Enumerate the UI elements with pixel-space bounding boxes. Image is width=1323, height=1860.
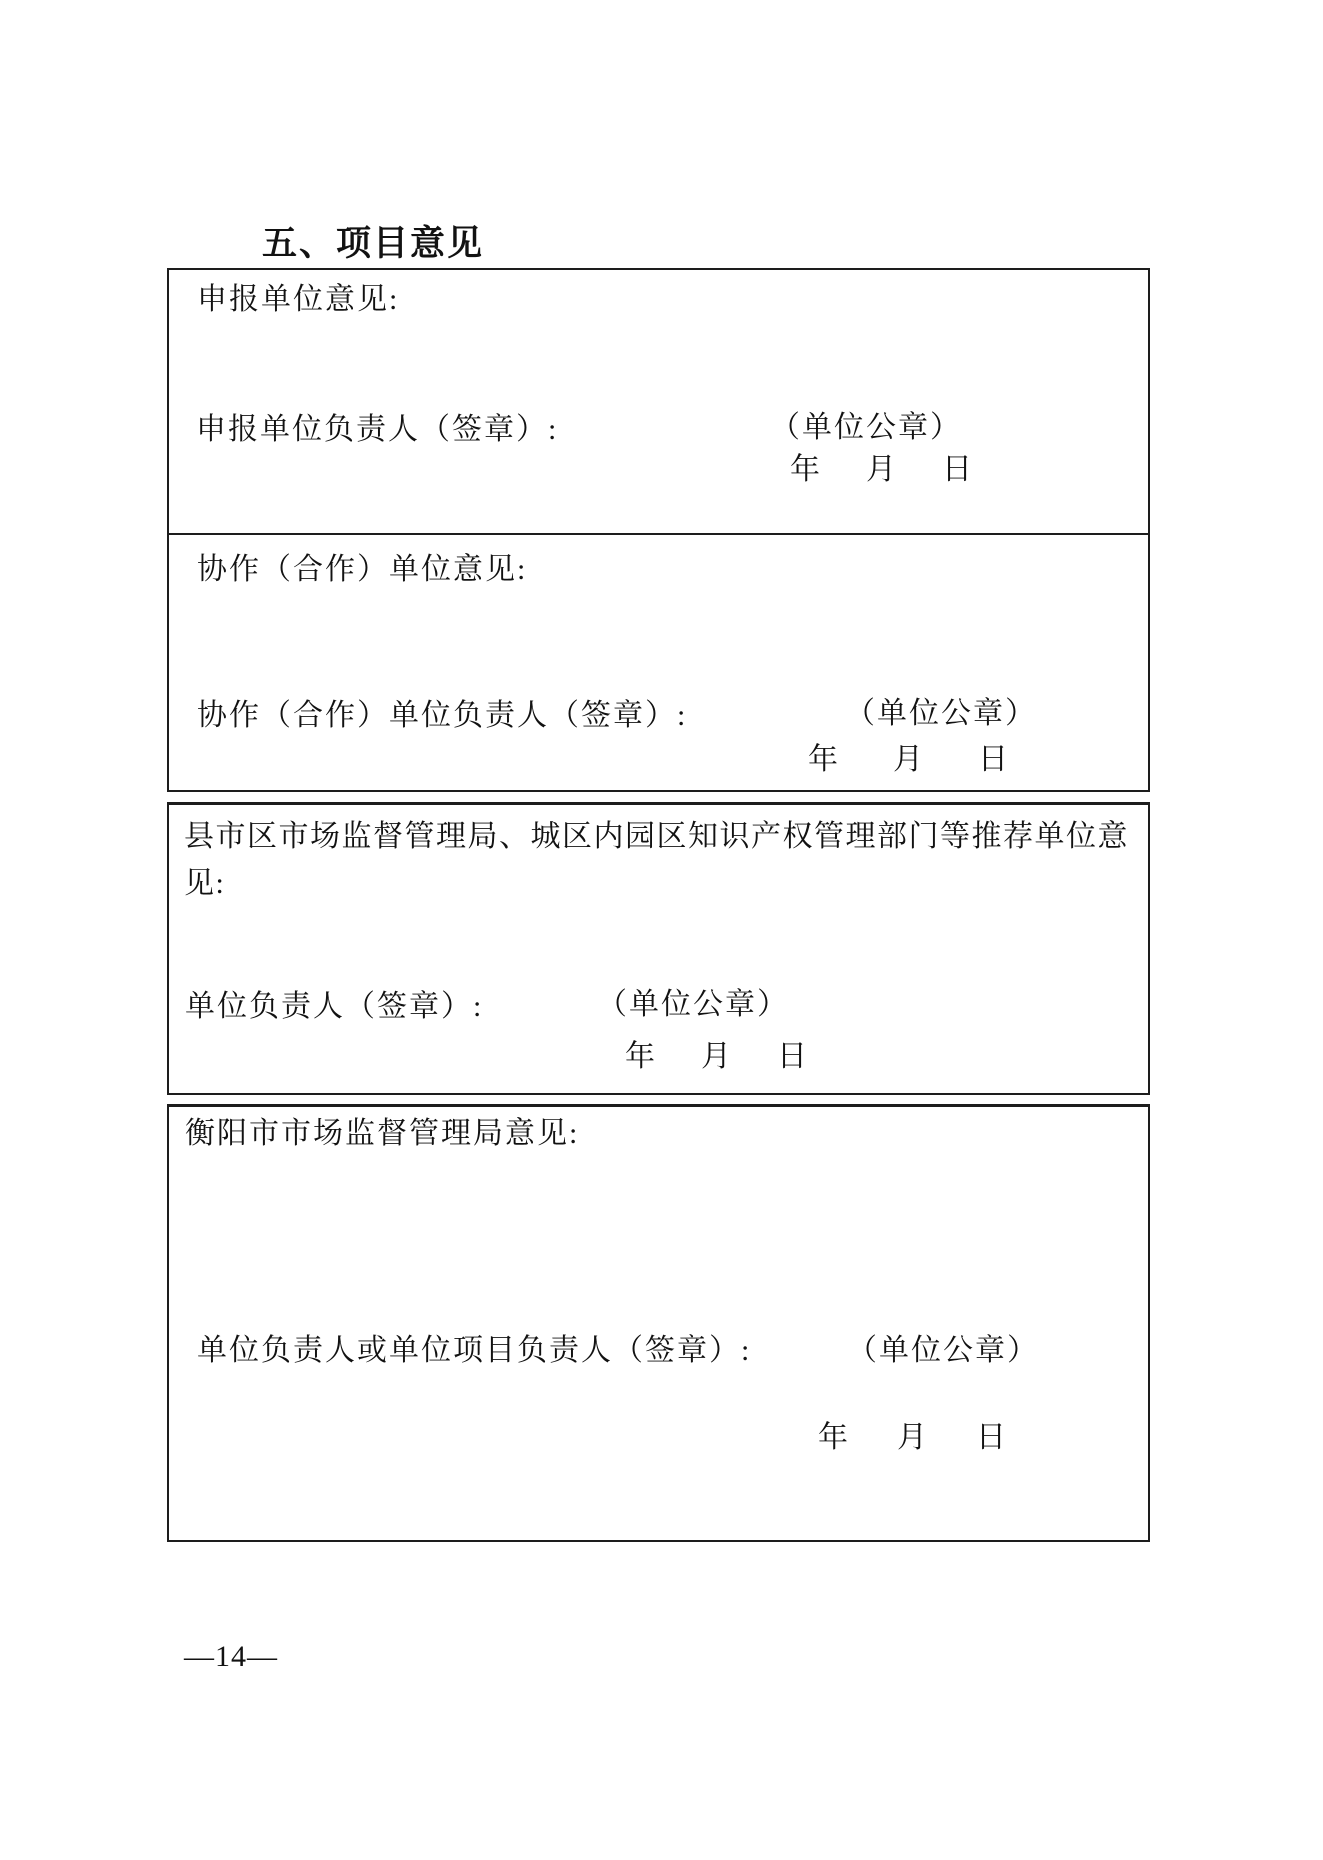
date-year-label: 年: [790, 453, 820, 486]
date-year-label: 年: [625, 1040, 655, 1073]
opinion-label: 申报单位意见:: [197, 283, 400, 316]
date-line: [625, 1039, 807, 1075]
signer-label: 单位负责人或单位项目负责人（签章）:: [197, 1334, 752, 1367]
date-line: [808, 742, 1008, 778]
date-day-label: 日: [777, 1040, 807, 1073]
date-month-label: 月: [701, 1040, 731, 1073]
signer-label: 单位负责人（签章）:: [185, 990, 484, 1023]
signer-label: 协作（合作）单位负责人（签章）:: [197, 699, 688, 732]
date-month-label: 月: [866, 453, 896, 486]
date-line: [790, 452, 972, 488]
seal-label: （单位公章）: [845, 697, 1037, 730]
date-month-label: 月: [897, 1421, 927, 1454]
date-year-label: 年: [808, 743, 838, 776]
opinion-box-applicant-unit: [167, 268, 1150, 535]
date-day-label: 日: [978, 743, 1008, 776]
seal-label: （单位公章）: [847, 1334, 1039, 1367]
seal-label: （单位公章）: [770, 411, 962, 444]
date-year-label: 年: [818, 1421, 848, 1454]
section-title: 五、项目意见: [262, 224, 485, 263]
seal-label: （单位公章）: [597, 988, 789, 1021]
opinion-label: 县市区市场监督管理局、城区内园区知识产权管理部门等推荐单位意见:: [184, 820, 1129, 900]
opinion-label: 协作（合作）单位意见:: [197, 553, 528, 586]
signer-label: 申报单位负责人（签章）:: [196, 413, 559, 446]
page-number: —14—: [184, 1640, 278, 1673]
opinion-label: 衡阳市市场监督管理局意见:: [185, 1117, 580, 1150]
date-month-label: 月: [893, 743, 923, 776]
date-day-label: 日: [942, 453, 972, 486]
opinion-box-hengyang-administration: [167, 1104, 1150, 1542]
opinion-box-recommending-authority: [167, 802, 1150, 1095]
opinion-box-cooperating-unit: [167, 533, 1150, 792]
date-day-label: 日: [976, 1421, 1006, 1454]
date-line: [818, 1420, 1006, 1456]
